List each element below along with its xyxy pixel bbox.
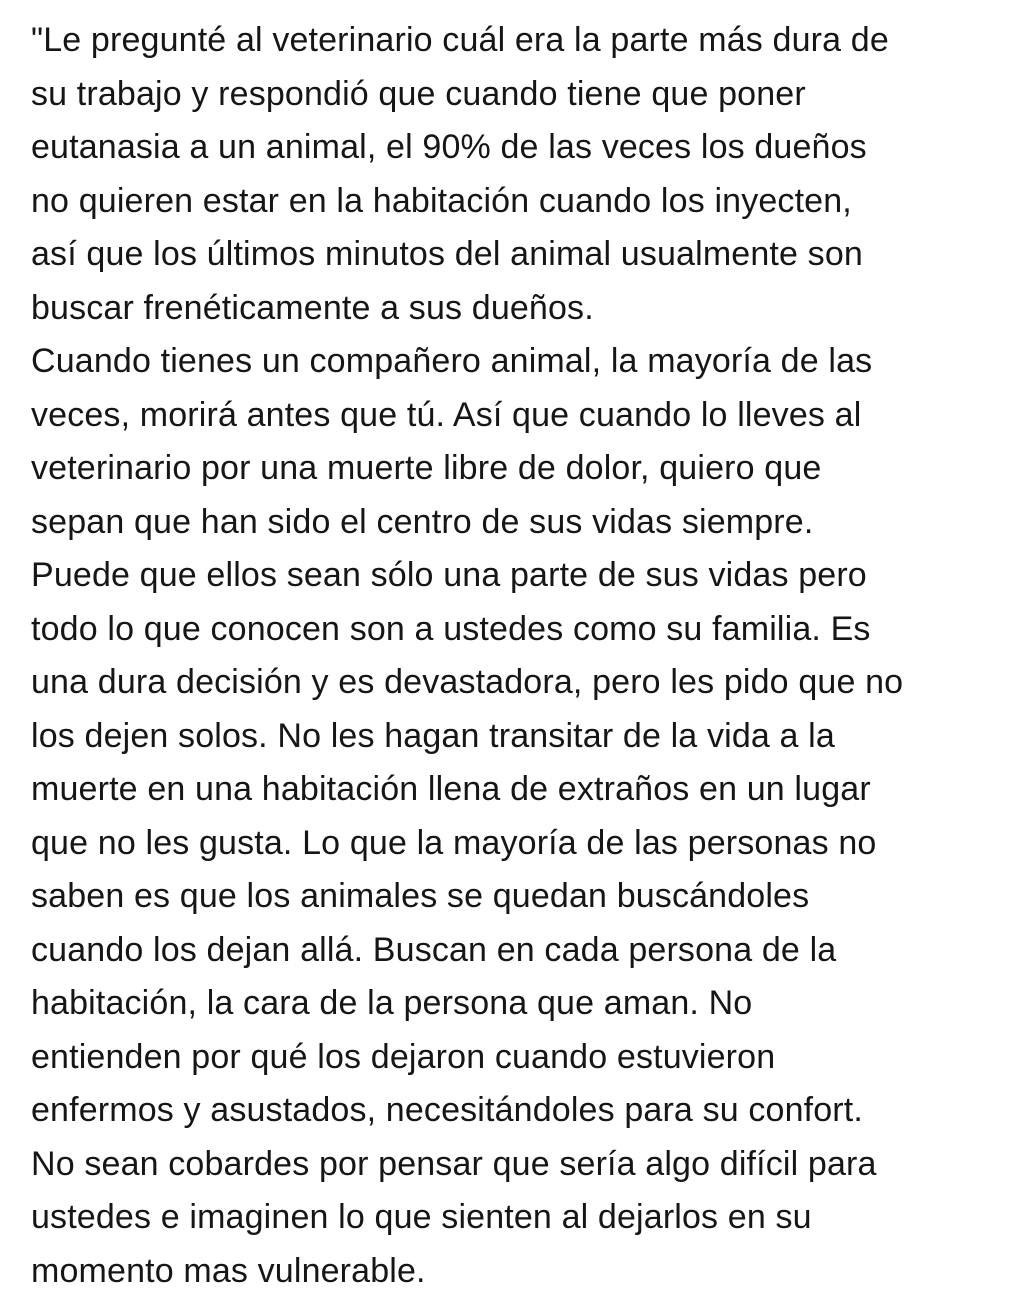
text-line: No sean cobardes por pensar que sería algo difícil para <box>31 1138 1021 1192</box>
text-line: ustedes e imaginen lo que sienten al dejarlos en su <box>31 1191 1021 1245</box>
text-line: así que los últimos minutos del animal usualmente son <box>31 228 1021 282</box>
text-line: entienden por qué los dejaron cuando estuvieron <box>31 1031 1021 1085</box>
text-line: enfermos y asustados, necesitándoles para su confort. <box>31 1084 1021 1138</box>
text-line: veces, morirá antes que tú. Así que cuando lo lleves al <box>31 389 1021 443</box>
text-line: momento mas vulnerable. <box>31 1245 1021 1298</box>
text-line: los dejen solos. No les hagan transitar de la vida a la <box>31 710 1021 764</box>
text-line: muerte en una habitación llena de extraños en un lugar <box>31 763 1021 817</box>
text-line: sepan que han sido el centro de sus vidas siempre. <box>31 496 1021 550</box>
text-line: su trabajo y respondió que cuando tiene que poner <box>31 68 1021 122</box>
text-line: todo lo que conocen son a ustedes como su familia. Es <box>31 603 1021 657</box>
text-line: no quieren estar en la habitación cuando los inyecten, <box>31 175 1021 229</box>
text-line: Cuando tienes un compañero animal, la mayoría de las <box>31 335 1021 389</box>
text-line: buscar frenéticamente a sus dueños. <box>31 282 1021 336</box>
text-line: saben es que los animales se quedan buscándoles <box>31 870 1021 924</box>
text-line: veterinario por una muerte libre de dolor, quiero que <box>31 442 1021 496</box>
text-line: que no les gusta. Lo que la mayoría de las personas no <box>31 817 1021 871</box>
text-line: Puede que ellos sean sólo una parte de sus vidas pero <box>31 549 1021 603</box>
text-line: eutanasia a un animal, el 90% de las veces los dueños <box>31 121 1021 175</box>
quote-text-block <box>31 14 1021 1298</box>
text-line: habitación, la cara de la persona que aman. No <box>31 977 1021 1031</box>
text-line: una dura decisión y es devastadora, pero les pido que no <box>31 656 1021 710</box>
text-line: "Le pregunté al veterinario cuál era la parte más dura de <box>31 14 1021 68</box>
text-line: cuando los dejan allá. Buscan en cada persona de la <box>31 924 1021 978</box>
